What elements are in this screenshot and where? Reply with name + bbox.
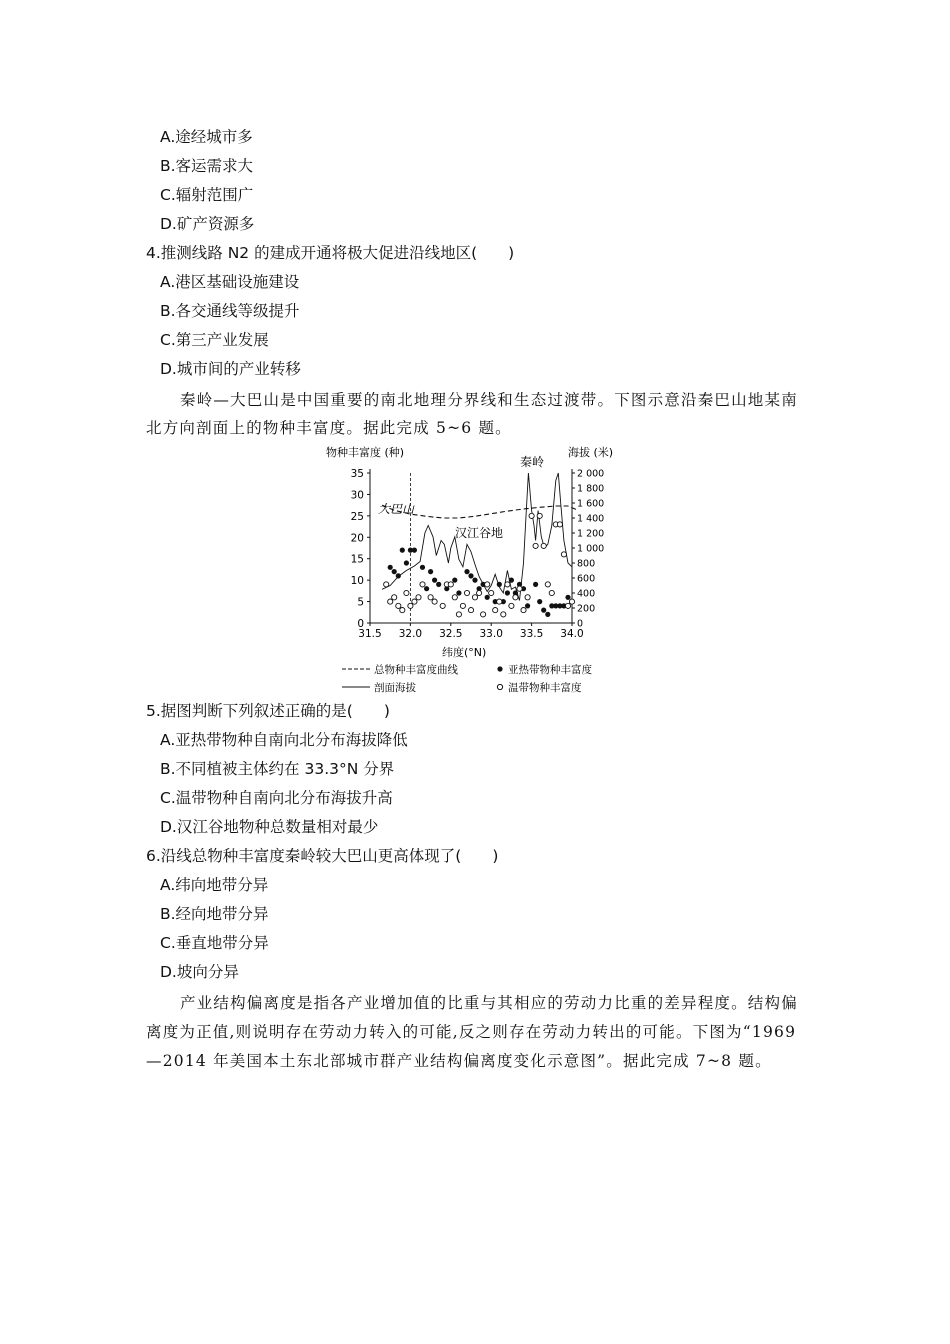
daba-mountain-label: 大巴山 [378,502,415,516]
subtropical-point [436,582,441,587]
temperate-point [456,612,461,617]
q5-option-a: A.亚热带物种自南向北分布海拔降低 [160,731,408,749]
temperate-point [468,608,473,613]
legend-subtropical: 亚热带物种丰富度 [508,664,592,676]
subtropical-point [392,569,397,574]
q6-option-b: B.经向地带分异 [160,905,269,923]
subtropical-point [565,595,570,600]
subtropical-point [396,573,401,578]
q3-option-d: D.矿产资源多 [160,215,255,233]
temperate-point [404,590,409,595]
temperate-point [396,603,401,608]
subtropical-point [404,560,409,565]
y2-tick-label: 1 200 [577,528,605,540]
x-tick-label: 31.5 [358,628,382,640]
y2-tick-label: 1 600 [577,498,605,510]
intro-7-8-line1: 产业结构偏离度是指各产业增加值的比重与其相应的劳动力比重的差异程度。结构偏 [180,994,798,1012]
y2-tick-label: 1 000 [577,543,605,555]
temperate-point [460,603,465,608]
subtropical-point [432,578,437,583]
x-tick-label: 33.5 [519,628,544,640]
intro-7-8-line2: 离度为正值,则说明存在劳动力转入的可能,反之则存在劳动力转出的可能。下图为“1969 [146,1023,797,1041]
legend-filled-dot [497,666,502,671]
y-tick-label: 30 [350,489,364,502]
q3-option-c: C.辐射范围广 [160,186,254,204]
temperate-point [477,590,482,595]
temperate-point [448,582,453,587]
temperate-point [545,582,550,587]
temperate-point [485,582,490,587]
subtropical-point [420,565,425,570]
legend-temperate: 温带物种丰富度 [508,682,582,694]
temperate-point [388,599,393,604]
temperate-point [416,595,421,600]
x-tick-label: 32.0 [398,628,423,640]
x-tick-label: 34.0 [560,628,584,640]
temperate-point [420,582,425,587]
intro-5-6-line2: 北方向剖面上的物种丰富度。据此完成 5~6 题。 [146,419,512,437]
q5-option-d: D.汉江谷地物种总数量相对最少 [160,818,379,836]
legend [342,663,592,694]
q6-option-c: C.垂直地带分异 [160,934,269,952]
y2-tick-label: 800 [577,558,596,570]
subtropical-point [505,590,510,595]
temperate-point [505,582,510,587]
q5-option-b: B.不同植被主体约在 33.3°N 分界 [160,760,395,778]
y2-tick-label: 400 [577,588,596,600]
q4-stem: 4.推测线路 N2 的建成开通将极大促进沿线地区( ) [146,244,515,262]
subtropical-point [468,573,473,578]
q4-option-d: D.城市间的产业转移 [160,360,301,378]
y2-tick-label: 2 000 [577,468,605,480]
x-axis-title: 纬度(°N) [442,646,487,659]
subtropical-point [412,548,417,553]
legend-open-dot [497,684,502,689]
temperate-point [521,608,526,613]
y-tick-label: 10 [350,575,364,588]
q4-option-c: C.第三产业发展 [160,331,269,349]
q6-stem: 6.沿线总物种丰富度秦岭较大巴山更高体现了( ) [146,847,499,865]
q5-stem: 5.据图判断下列叙述正确的是( ) [146,702,390,720]
subtropical-point [541,608,546,613]
temperate-point [509,603,514,608]
temperate-point [537,513,542,518]
temperate-point [493,608,498,613]
temperate-point [392,595,397,600]
temperate-point [428,595,433,600]
q3-option-a: A.途经城市多 [160,128,253,146]
y2-tick-label: 600 [577,573,596,585]
temperate-point [464,590,469,595]
x-tick-label: 32.5 [439,628,463,640]
intro-7-8-line3: —2014 年美国本土东北部城市群产业结构偏离度变化示意图”。据此完成 7~8 题。 [146,1052,772,1070]
temperate-point [497,599,502,604]
temperate-point [533,543,538,548]
legend-total-curve: 总物种丰富度曲线 [374,664,458,676]
legend-elevation: 剖面海拔 [374,682,416,694]
q5-option-c: C.温带物种自南向北分布海拔升高 [160,789,393,807]
y2-tick-label: 200 [577,603,596,615]
y2-tick-label: 0 [577,618,584,630]
q3-option-b: B.客运需求大 [160,157,254,175]
temperate-point [489,590,494,595]
temperate-point [472,595,477,600]
subtropical-point [497,582,502,587]
temperate-point [541,543,546,548]
temperate-point [513,595,518,600]
subtropical-point [537,599,542,604]
temperate-point [561,552,566,557]
temperate-point [400,608,405,613]
temperate-point [517,586,522,591]
temperate-point [432,599,437,604]
y-tick-label: 5 [357,596,364,609]
subtropical-point [456,590,461,595]
subtropical-point [485,595,490,600]
temperate-point [557,522,562,527]
y-tick-label: 35 [350,468,364,480]
q4-option-b: B.各交通线等级提升 [160,302,300,320]
hanjiang-valley-label: 汉江谷地 [455,526,504,540]
temperate-point [408,603,413,608]
subtropical-point [452,578,457,583]
y2-tick-label: 1 400 [577,513,605,525]
temperate-point [384,582,389,587]
subtropical-point [400,548,405,553]
subtropical-point [464,569,469,574]
temperate-point [412,599,417,604]
subtropical-point [428,569,433,574]
q6-option-a: A.纬向地带分异 [160,876,269,894]
y-tick-label: 20 [350,532,364,545]
subtropical-point [424,586,429,591]
temperate-point [525,595,530,600]
subtropical-point [545,612,550,617]
x-tick-label: 33.0 [479,628,503,640]
temperate-point [481,612,486,617]
q6-option-d: D.坡向分异 [160,963,239,981]
temperate-point [440,603,445,608]
y-tick-label: 15 [350,553,364,566]
subtropical-point [525,603,530,608]
y-tick-label: 25 [350,510,364,523]
subtropical-point [472,578,477,583]
temperate-point [529,513,534,518]
y2-tick-label: 1 800 [577,483,605,495]
subtropical-point [509,578,514,583]
y-axis-title: 物种丰富度 (种) [326,446,405,459]
temperate-point [569,599,574,604]
subtropical-point [388,565,393,570]
y-tick-label: 0 [357,618,364,630]
y2-axis-title: 海拔 (米) [568,446,614,459]
temperate-point [549,590,554,595]
subtropical-point [533,582,538,587]
qinling-label: 秦岭 [520,455,545,469]
temperate-point [452,595,457,600]
temperate-point [565,603,570,608]
intro-5-6-line1: 秦岭—大巴山是中国重要的南北地理分界线和生态过渡带。下图示意沿秦巴山地某南 [180,391,798,409]
species-richness-chart [320,440,620,695]
q4-option-a: A.港区基础设施建设 [160,273,300,291]
temperate-point [501,612,506,617]
